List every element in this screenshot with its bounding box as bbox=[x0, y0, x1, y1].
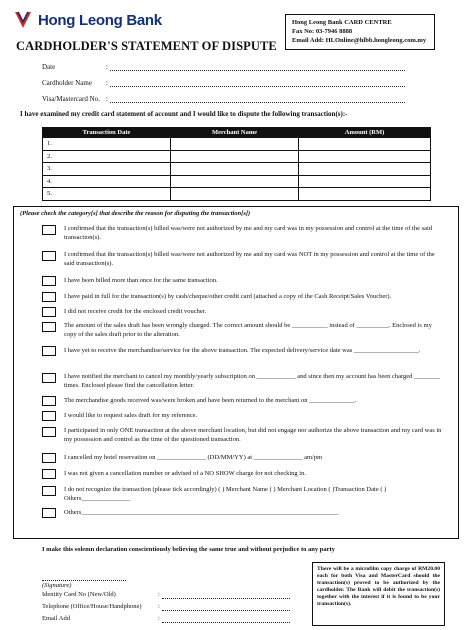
hong-leong-logo-icon bbox=[12, 9, 34, 31]
column-header: Amount (RM) bbox=[299, 128, 431, 138]
reason-text: Others_______________________________________________________________________________ bbox=[64, 509, 339, 516]
reason-checkbox[interactable] bbox=[42, 251, 56, 261]
table-cell[interactable] bbox=[299, 188, 431, 201]
date-field[interactable] bbox=[110, 70, 405, 71]
reason-text: I would like to request sales draft for my reference. bbox=[64, 412, 198, 419]
reason-text: I was not given a cancellation number or advised of a NO SHOW charge for not checking in. bbox=[64, 470, 306, 477]
cardholder-colon: : bbox=[106, 79, 108, 87]
table-cell[interactable] bbox=[171, 175, 299, 188]
reason-checkbox[interactable] bbox=[42, 486, 56, 496]
telephone-colon: : bbox=[158, 603, 160, 610]
reason-text: I have yet to receive the merchandise/service for the above transaction. The expected delivery/service date was ____________________. bbox=[64, 347, 421, 354]
table-cell[interactable] bbox=[299, 138, 431, 151]
reason-text: I have been billed more than once for the same transaction. bbox=[64, 277, 218, 284]
reason-text: The merchandise goods received was/were broken and have been returned to the merchant on ______________. bbox=[64, 397, 357, 404]
email-field[interactable] bbox=[162, 622, 290, 623]
card-number-colon: : bbox=[106, 95, 108, 103]
contact-box bbox=[285, 14, 435, 50]
reason-checkbox[interactable] bbox=[42, 307, 56, 317]
reason-text: I participated in only ONE transaction at the above merchant location, but did not engage nor authorize the above transaction and my card was in my possession and control as the time of the questioned transaction. bbox=[64, 427, 442, 443]
table-cell[interactable] bbox=[171, 163, 299, 176]
column-header: Merchant Name bbox=[171, 128, 299, 138]
reason-text: I did not receive credit for the enclosed credit voucher. bbox=[64, 308, 207, 315]
table-row bbox=[43, 188, 431, 201]
reason-text: I confirmed that the transaction(s) billed was/were not authorized by me and my card was NOT in my possession and control at the time of the said transaction(s). bbox=[64, 251, 435, 267]
card-number-label: Visa/Mastercard No. bbox=[42, 95, 100, 103]
reason-checkbox[interactable] bbox=[42, 396, 56, 406]
reason-text: I do not recognize the transaction (please tick accordingly) ( ) Merchant Name ( ) Merchant Location ( )Transaction Date ( ) Others_______________ bbox=[64, 486, 387, 502]
telephone-label: Telephone (Office/House/Handphone) bbox=[42, 603, 142, 610]
reason-text: I have paid in full for the transaction(s) by cash/cheque/other credit card (attached a copy of the Cash Receipt/Sales Voucher). bbox=[64, 293, 392, 300]
transactions-table bbox=[42, 127, 431, 201]
ic-number-field[interactable] bbox=[162, 598, 290, 599]
bank-logo bbox=[12, 9, 162, 31]
reason-checkbox[interactable] bbox=[42, 453, 56, 463]
table-cell[interactable] bbox=[299, 163, 431, 176]
row-number[interactable]: 4. bbox=[43, 175, 171, 188]
date-colon: : bbox=[106, 63, 108, 71]
table-cell[interactable] bbox=[171, 150, 299, 163]
table-row bbox=[43, 175, 431, 188]
dispute-statement: I have examined my credit card statement of account and I would like to dispute the following transaction(s):- bbox=[20, 110, 348, 118]
signature-label: (Signature) bbox=[42, 582, 72, 589]
email-colon: : bbox=[158, 615, 160, 622]
reason-checkbox[interactable] bbox=[42, 427, 56, 437]
reason-text: I have notified the merchant to cancel my monthly/yearly subscription on ____________ and since then my account has been charged ________ times. Enclosed please find the cancellation letter. bbox=[64, 373, 441, 389]
reason-text: I cancelled my hotel reservation on _______________ (DD/MM/YY) at _______________ am/pm bbox=[64, 454, 323, 461]
table-row bbox=[43, 150, 431, 163]
row-number[interactable]: 3. bbox=[43, 163, 171, 176]
ic-colon: : bbox=[158, 591, 160, 598]
date-label: Date bbox=[42, 63, 56, 71]
column-header: Transaction Date bbox=[43, 128, 171, 138]
reason-checkbox[interactable] bbox=[42, 276, 56, 286]
card-number-field[interactable] bbox=[110, 102, 405, 103]
reason-checkbox[interactable] bbox=[42, 373, 56, 383]
table-cell[interactable] bbox=[299, 175, 431, 188]
table-row bbox=[43, 163, 431, 176]
ic-label: Identity Card No (New/Old) bbox=[42, 591, 116, 598]
reason-checkbox[interactable] bbox=[42, 292, 56, 302]
cardholder-label: Cardholder Name bbox=[42, 79, 92, 87]
contact-line: Email Add: HLOnline@hlbb.hongleong.com.my bbox=[292, 37, 427, 44]
contact-line: Fax No: 03-7946 8888 bbox=[292, 28, 353, 35]
reason-text: I confirmed that the transaction(s) billed was/were not authorized by me and my card was in my possession and control at the time of the said transaction(s). bbox=[64, 225, 433, 241]
table-cell[interactable] bbox=[171, 188, 299, 201]
bank-name: Hong Leong Bank bbox=[38, 11, 162, 29]
cardholder-name-field[interactable] bbox=[110, 86, 405, 87]
email-label: Email Add bbox=[42, 615, 70, 622]
row-number[interactable]: 1. bbox=[43, 138, 171, 151]
row-number[interactable]: 2. bbox=[43, 150, 171, 163]
contact-line: Hong Leong Bank CARD CENTRE bbox=[292, 19, 392, 26]
signature-field[interactable] bbox=[42, 580, 126, 581]
reason-text: The amount of the sales draft has been wrongly charged. The correct amount should be ___________ instead of __________. Enclosed is my copy of the sales draft prior to the alteration. bbox=[64, 322, 432, 338]
table-row bbox=[43, 138, 431, 151]
table-cell[interactable] bbox=[299, 150, 431, 163]
table-header-row bbox=[43, 128, 431, 138]
reason-checkbox[interactable] bbox=[42, 411, 56, 421]
telephone-field[interactable] bbox=[162, 610, 290, 611]
reasons-header: (Please check the category[s] that describe the reason for disputing the transaction[s]) bbox=[20, 210, 251, 217]
microfilm-notice: There will be a microfilm copy charge of RM20.00 each for both Visa and MasterCard should the transaction(s) proved to be authorized by the cardholder. The Bank will debit the transaction(s) together with the interest if it is found to be your transaction(s). bbox=[312, 562, 445, 626]
reason-checkbox[interactable] bbox=[42, 469, 56, 479]
reason-checkbox[interactable] bbox=[42, 322, 56, 332]
reason-checkbox[interactable] bbox=[42, 346, 56, 356]
reason-checkbox[interactable] bbox=[42, 225, 56, 235]
declaration-text: I make this solemn declaration conscientiously believing the same true and without prejudice to any party bbox=[42, 546, 335, 553]
row-number[interactable]: 5. bbox=[43, 188, 171, 201]
table-cell[interactable] bbox=[171, 138, 299, 151]
reason-checkbox[interactable] bbox=[42, 508, 56, 518]
page-title: CARDHOLDER'S STATEMENT OF DISPUTE bbox=[16, 39, 277, 53]
